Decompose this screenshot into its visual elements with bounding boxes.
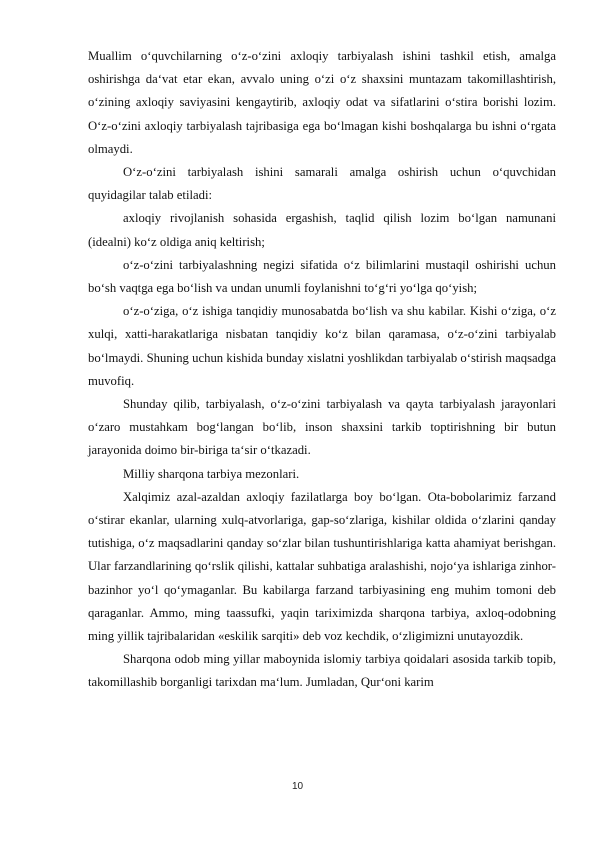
page-number: 10 (291, 781, 304, 792)
paragraph-6: Shunday qilib, tarbiyalash, o‘z-o‘zini tarbiyalash va qayta tarbiyalash jarayonlari o‘zaro mustahkam bog‘langan bo‘lib, inson shaxsini tarkib toptirishning bir butun jarayonida doimo bir-biriga ta‘sir o‘tkazadi. (88, 397, 556, 458)
paragraph-1: Muallim o‘quvchilarning o‘z-o‘zini axloqiy tarbiyalash ishini tashkil etish, amalga oshirishga da‘vat etar ekan, avvalo uning o‘zi o‘z shaxsini muntazam takomillashtirish, o‘zining axloqiy saviyasini kengaytirib, axloqiy odat va sifatlarini o‘stira borishi lozim. O‘z-o‘zini axloqiy tarbiyalash tajribasiga ega bo‘lmagan kishi boshqalarga bu ishni o‘rgata olmaydi. (88, 49, 556, 156)
document-body (88, 45, 556, 695)
paragraph-5: o‘z-o‘ziga, o‘z ishiga tanqidiy munosabatda bo‘lish va shu kabilar. Kishi o‘ziga, o‘z xulqi, xatti-harakatlariga nisbatan tanqidiy ko‘z bilan qaramasa, o‘z-o‘zini tarbiyalab bo‘lmaydi. Shuning uchun kishida bunday xislatni yoshlikdan tarbiyalab o‘stirish maqsadga muvofiq. (88, 304, 556, 388)
paragraph-7: Xalqimiz azal-azaldan axloqiy fazilatlarga boy bo‘lgan. Ota-bobolarimiz farzand o‘stirar ekanlar, ularning xulq-atvorlariga, gap-so‘zlariga, kishilar oldida o‘zlarini qanday tutishiga, o‘z maqsadlarini qanday so‘zlar bilan tushuntirishlariga katta ahamiyat berishgan. Ular farzandlarining qo‘rslik qilishi, kattalar suhbatiga aralashishi, nojo‘ya ishlariga zinhor-bazinhor yo‘l qo‘ymaganlar. Bu kabilarga farzand tarbiyasining eng muhim tomoni deb qaraganlar. Ammo, ming taassufki, yaqin tariximizda sharqona tarbiya, axloq-odobning ming yillik tajribalaridan «eskilik sarqiti» deb voz kechdik, o‘zligimizni unutayozdik. (88, 489, 556, 644)
section-heading: Milliy sharqona tarbiya mezonlari. (123, 466, 300, 481)
paragraph-8: Sharqona odob ming yillar maboynida islomiy tarbiya qoidalari asosida tarkib topib, takomillashib borganligi tarixdan ma‘lum. Jumladan, Qur‘oni karim (88, 652, 556, 690)
paragraph-2: O‘z-o‘zini tarbiyalash ishini samarali amalga oshirish uchun o‘quvchidan quyidagilar talab etiladi: (88, 165, 556, 203)
paragraph-4: o‘z-o‘zini tarbiyalashning negizi sifatida o‘z bilimlarini mustaqil oshirishi uchun bo‘sh vaqtga ega bo‘lish va undan unumli foylanishni to‘g‘ri yo‘lga qo‘yish; (88, 257, 556, 296)
paragraph-3: axloqiy rivojlanish sohasida ergashish, taqlid qilish lozim bo‘lgan namunani (idealni) ko‘z oldiga aniq keltirish; (88, 211, 556, 249)
